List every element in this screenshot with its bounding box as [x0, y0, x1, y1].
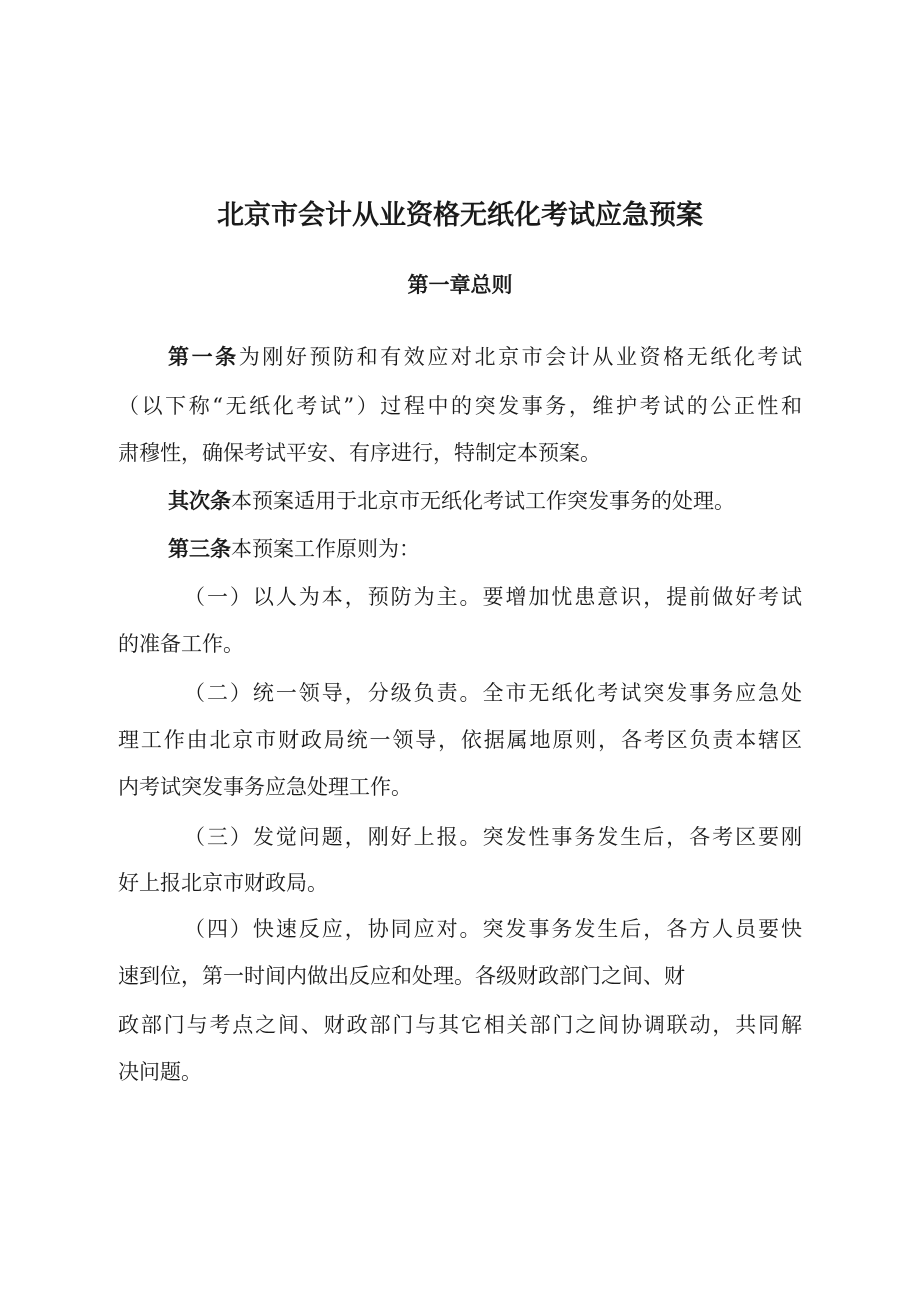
principle-2-line-3: 内考试突发事务应急处理工作。: [118, 775, 412, 799]
principle-2-line-2: 理工作由北京市财政局统一领导，依据属地原则，各考区负责本辖区: [118, 728, 802, 752]
principle-3-line-2: 好上报北京市财政局。: [118, 871, 328, 895]
article-1-text-1: 为刚好预防和有效应对北京市会计从业资格无纸化考试: [238, 345, 803, 369]
document-title: 北京市会计从业资格无纸化考试应急预案: [217, 200, 703, 231]
article-2-text-1: 本预案适用于北京市无纸化考试工作突发事务的处理。: [231, 489, 735, 513]
principle-4-line-4: 决问题。: [118, 1060, 202, 1084]
principle-2-line-1: （二）统一领导，分级负责。全市无纸化考试突发事务应急处: [184, 681, 802, 705]
principle-1-line-2: 的准备工作。: [118, 632, 244, 656]
article-1-line-3: 肃穆性，确保考试平安、有序进行，特制定本预案。: [118, 441, 601, 465]
principle-4-line-2: 速到位，第一时间内做出反应和处理。各级财政部门之间、财: [118, 964, 685, 988]
article-2-label: 其次条: [168, 489, 231, 513]
article-3-line-1: [118, 532, 802, 566]
article-3-text-1: 本预案工作原则为：: [231, 537, 420, 561]
chapter-title: 第一章总则: [407, 273, 513, 297]
principle-4-line-1: （四）快速反应，协同应对。突发事务发生后，各方人员要快: [184, 917, 802, 941]
article-1-line-1: [118, 340, 802, 374]
principle-4-line-3: 政部门与考点之间、财政部门与其它相关部门之间协调联动，共同解: [118, 1013, 802, 1037]
principle-1-line-1: （一）以人为本，预防为主。要增加忧患意识，提前做好考试: [184, 585, 802, 609]
article-1-label: 第一条: [168, 345, 239, 369]
article-2-line-1: [118, 484, 802, 518]
article-1-line-2: （以下称“无纸化考试”）过程中的突发事务，维护考试的公正性和: [118, 394, 802, 418]
article-3-label: 第三条: [168, 537, 231, 561]
principle-3-line-1: （三）发觉问题，刚好上报。突发性事务发生后，各考区要刚: [184, 825, 802, 849]
